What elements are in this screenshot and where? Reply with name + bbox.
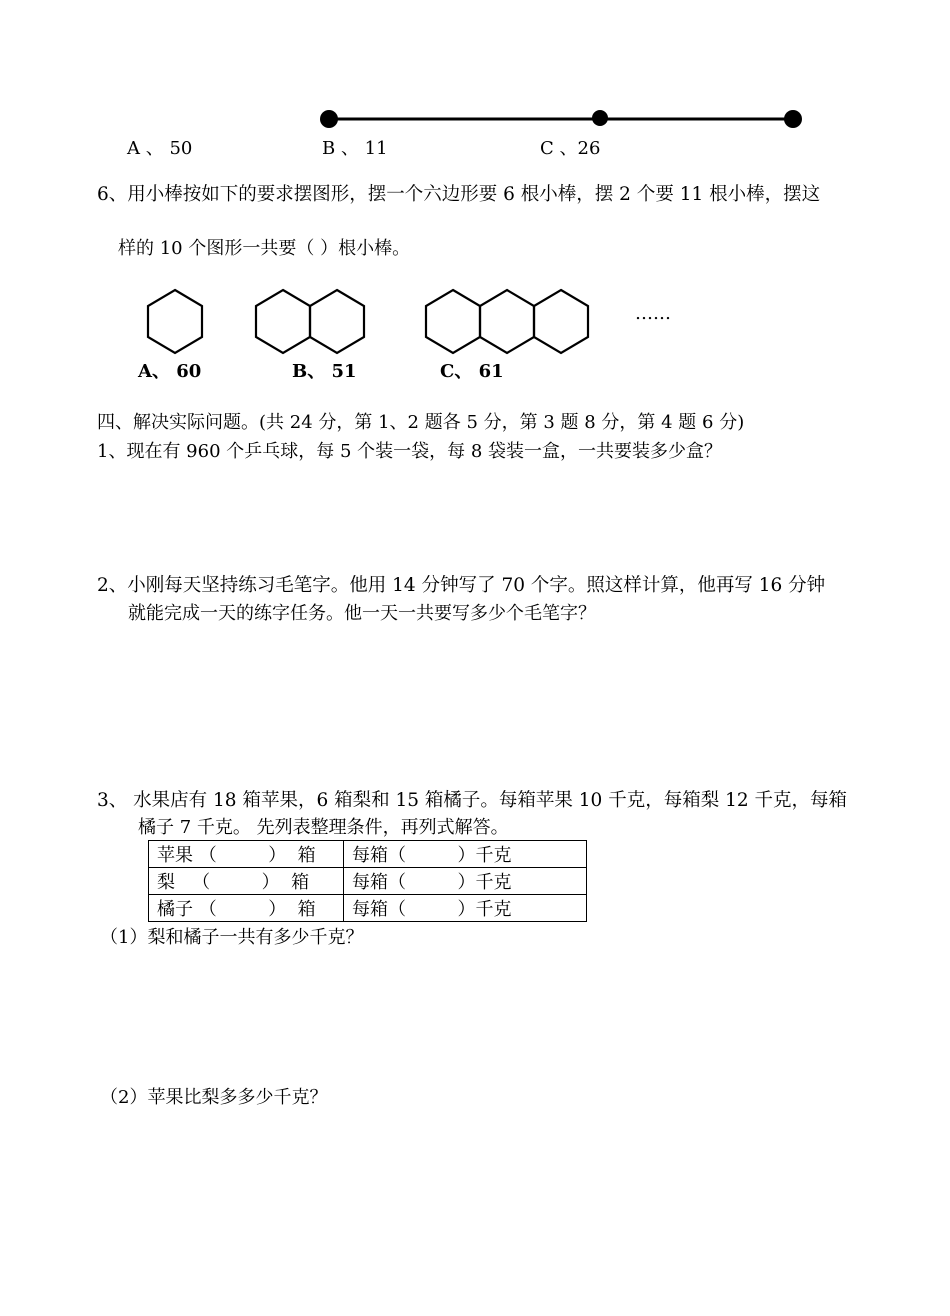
table-row: [149, 895, 587, 922]
q6-option-a: A、 60: [138, 361, 202, 382]
segment-endpoint-left: [320, 110, 338, 128]
q6-option-b: B、 51: [292, 361, 357, 382]
table-cell: 每箱（ ）千克: [344, 868, 587, 895]
hexagon-3c: [534, 290, 588, 353]
problem3-text-line1: 3、 水果店有 18 箱苹果，6 箱梨和 15 箱橘子。每箱苹果 10 千克，每箱梨 12 千克，每箱: [97, 790, 848, 811]
hexagon-figures: [0, 280, 700, 360]
hexagon-2a: [256, 290, 310, 353]
table-cell: 每箱（ ）千克: [344, 895, 587, 922]
table-cell: 梨 （ ） 箱: [149, 868, 344, 895]
hexagon-3b: [480, 290, 534, 353]
q6-text-line1: 6、用小棒按如下的要求摆图形，摆一个六边形要 6 根小棒，摆 2 个要 11 根小棒，摆这: [97, 184, 821, 205]
problem1-text: 1、现在有 960 个乒乓球，每 5 个装一袋，每 8 袋装一盒，一共要装多少盒？: [97, 441, 723, 462]
q6-text-line2: 样的 10 个图形一共要（ ）根小棒。: [118, 238, 411, 259]
q5-option-c: C 、26: [540, 138, 601, 159]
table-cell: 每箱（ ）千克: [344, 841, 587, 868]
segment-endpoint-right: [784, 110, 802, 128]
problem3-text-line2: 橘子 7 千克。 先列表整理条件，再列式解答。: [138, 817, 509, 838]
problem2-text-line2: 就能完成一天的练字任务。他一天一共要写多少个毛笔字？: [128, 603, 596, 624]
table-row: [149, 841, 587, 868]
q6-option-c: C、 61: [440, 361, 504, 382]
q5-option-a: A 、 50: [127, 138, 193, 159]
problem3-sub1: （1）梨和橘子一共有多少千克？: [100, 927, 364, 948]
problem3-sub2: （2）苹果比梨多多少千克？: [100, 1087, 328, 1108]
segment-figure: [0, 0, 950, 140]
segment-midpoint: [592, 110, 608, 126]
section4-title: 四、解决实际问题。(共 24 分，第 1、2 题各 5 分，第 3 题 8 分，第 4 题 6 分): [97, 412, 745, 433]
q5-option-b: B 、 11: [322, 138, 388, 159]
conditions-table: [148, 840, 587, 922]
problem2-text-line1: 2、小刚每天坚持练习毛笔字。他用 14 分钟写了 70 个字。照这样计算，他再写 16 分钟: [97, 575, 826, 596]
q6-ellipsis: ……: [635, 303, 671, 324]
table-cell: 橘子 （ ） 箱: [149, 895, 344, 922]
table-cell: 苹果 （ ） 箱: [149, 841, 344, 868]
hexagon-2b: [310, 290, 364, 353]
hexagon-3a: [426, 290, 480, 353]
table-row: [149, 868, 587, 895]
hexagon-1: [148, 290, 202, 353]
